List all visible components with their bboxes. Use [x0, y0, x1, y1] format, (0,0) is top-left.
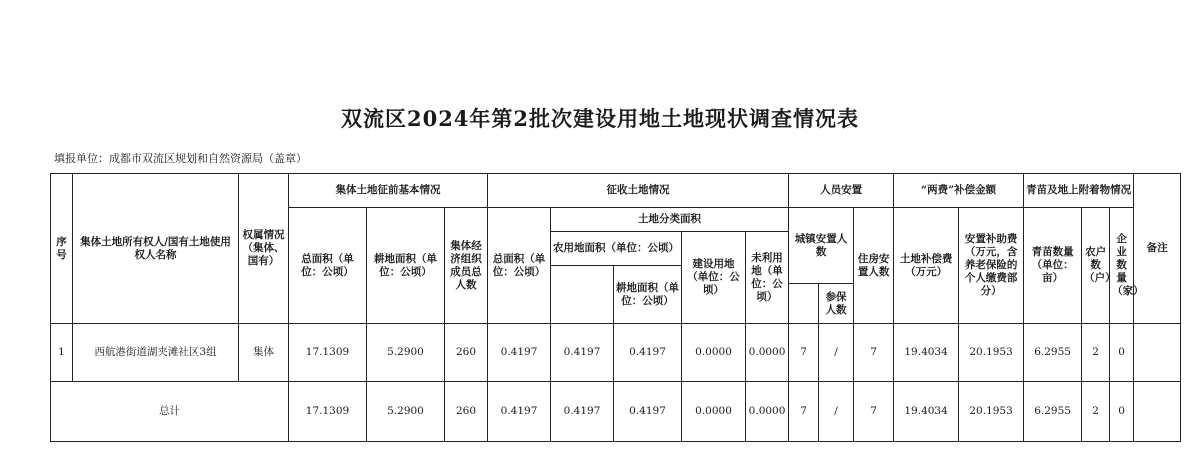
- cell-agri: 0.4197: [551, 324, 614, 382]
- header-unused: 未利用地（单位：公顷）: [746, 232, 789, 324]
- header-farmland-area: 耕地面积（单位：公顷）: [367, 208, 445, 324]
- cell-housing: 7: [854, 324, 894, 382]
- cell-acq-total: 0.4197: [488, 324, 551, 382]
- header-land-comp: 土地补偿费（万元）: [894, 208, 959, 324]
- total-members: 260: [445, 382, 488, 442]
- total-urban: 7: [789, 382, 819, 442]
- header-construction: 建设用地（单位：公顷）: [682, 232, 746, 324]
- total-unused: 0.0000: [746, 382, 789, 442]
- page-title: 双流区2024年第2批次建设用地土地现状调查情况表: [340, 106, 860, 131]
- header-housing: 住房安置人数: [854, 208, 894, 324]
- header-urban-resettle: 城镇安置人数: [789, 208, 854, 284]
- header-crops-qty: 青苗数量（单位：亩）: [1024, 208, 1082, 324]
- reporting-unit: 填报单位：成都市双流区规划和自然资源局（盖章）: [54, 152, 307, 165]
- total-housing: 7: [854, 382, 894, 442]
- header-farmland-sub: 耕地面积（单位：公顷）: [614, 266, 682, 324]
- total-row: [51, 382, 1181, 442]
- total-land-comp: 19.4034: [894, 382, 959, 442]
- total-remarks: [1134, 382, 1181, 442]
- header-ownership: 权属情况（集体、国有）: [239, 174, 289, 324]
- header-acq-total: 总面积（单位：公顷）: [488, 208, 551, 324]
- cell-resettle-sub: 20.1953: [959, 324, 1024, 382]
- header-resettle-sub: 安置补助费（万元，含养老保险的个人缴费部分）: [959, 208, 1024, 324]
- cell-remarks: [1134, 324, 1181, 382]
- cell-enterprises: 0: [1110, 324, 1134, 382]
- header-agri-spacer: [551, 266, 614, 324]
- total-crops: 6.2955: [1024, 382, 1082, 442]
- total-agri: 0.4197: [551, 382, 614, 442]
- survey-table: [50, 173, 1181, 442]
- cell-members: 260: [445, 324, 488, 382]
- total-label: 总计: [51, 382, 289, 442]
- header-acquisition-group: 征收土地情况: [488, 174, 789, 208]
- total-farmland-sub: 0.4197: [614, 382, 682, 442]
- cell-construction: 0.0000: [682, 324, 746, 382]
- header-households: 农户数（户）: [1082, 208, 1110, 324]
- header-people-group: 人员安置: [789, 174, 894, 208]
- total-resettle-sub: 20.1953: [959, 382, 1024, 442]
- cell-farmland-area: 5.2900: [367, 324, 445, 382]
- header-collective-group: 集体土地征前基本情况: [289, 174, 488, 208]
- total-construction: 0.0000: [682, 382, 746, 442]
- cell-households: 2: [1082, 324, 1110, 382]
- cell-land-comp: 19.4034: [894, 324, 959, 382]
- table-row: [51, 324, 1181, 382]
- header-insured: 参保人数: [819, 284, 854, 324]
- header-classification: 土地分类面积: [551, 208, 789, 232]
- total-insured: /: [819, 382, 854, 442]
- header-remarks: 备注: [1134, 174, 1181, 324]
- cell-ownership: 集体: [239, 324, 289, 382]
- total-enterprises: 0: [1110, 382, 1134, 442]
- header-crops-group: 青苗及地上附着物情况: [1024, 174, 1134, 208]
- cell-unused: 0.0000: [746, 324, 789, 382]
- cell-total-area: 17.1309: [289, 324, 367, 382]
- total-acq-total: 0.4197: [488, 382, 551, 442]
- cell-farmland-sub: 0.4197: [614, 324, 682, 382]
- cell-seq: 1: [51, 324, 73, 382]
- header-urban-spacer: [789, 284, 819, 324]
- header-owner-name: 集体土地所有权人/国有土地使用权人名称: [73, 174, 239, 324]
- header-enterprises: 企业数量（家）: [1110, 208, 1134, 324]
- header-total-area: 总面积（单位：公顷）: [289, 208, 367, 324]
- total-total-area: 17.1309: [289, 382, 367, 442]
- header-row-1: [51, 174, 1181, 208]
- cell-urban: 7: [789, 324, 819, 382]
- header-members: 集体经济组织成员总人数: [445, 208, 488, 324]
- header-fees-group: “两费”补偿金额: [894, 174, 1024, 208]
- cell-crops: 6.2955: [1024, 324, 1082, 382]
- header-agri: 农用地面积（单位：公顷）: [551, 232, 682, 266]
- cell-owner-name: 西航港街道湖夹滩社区3组: [73, 324, 239, 382]
- total-farmland-area: 5.2900: [367, 382, 445, 442]
- cell-insured: /: [819, 324, 854, 382]
- total-households: 2: [1082, 382, 1110, 442]
- header-seq: 序号: [51, 174, 73, 324]
